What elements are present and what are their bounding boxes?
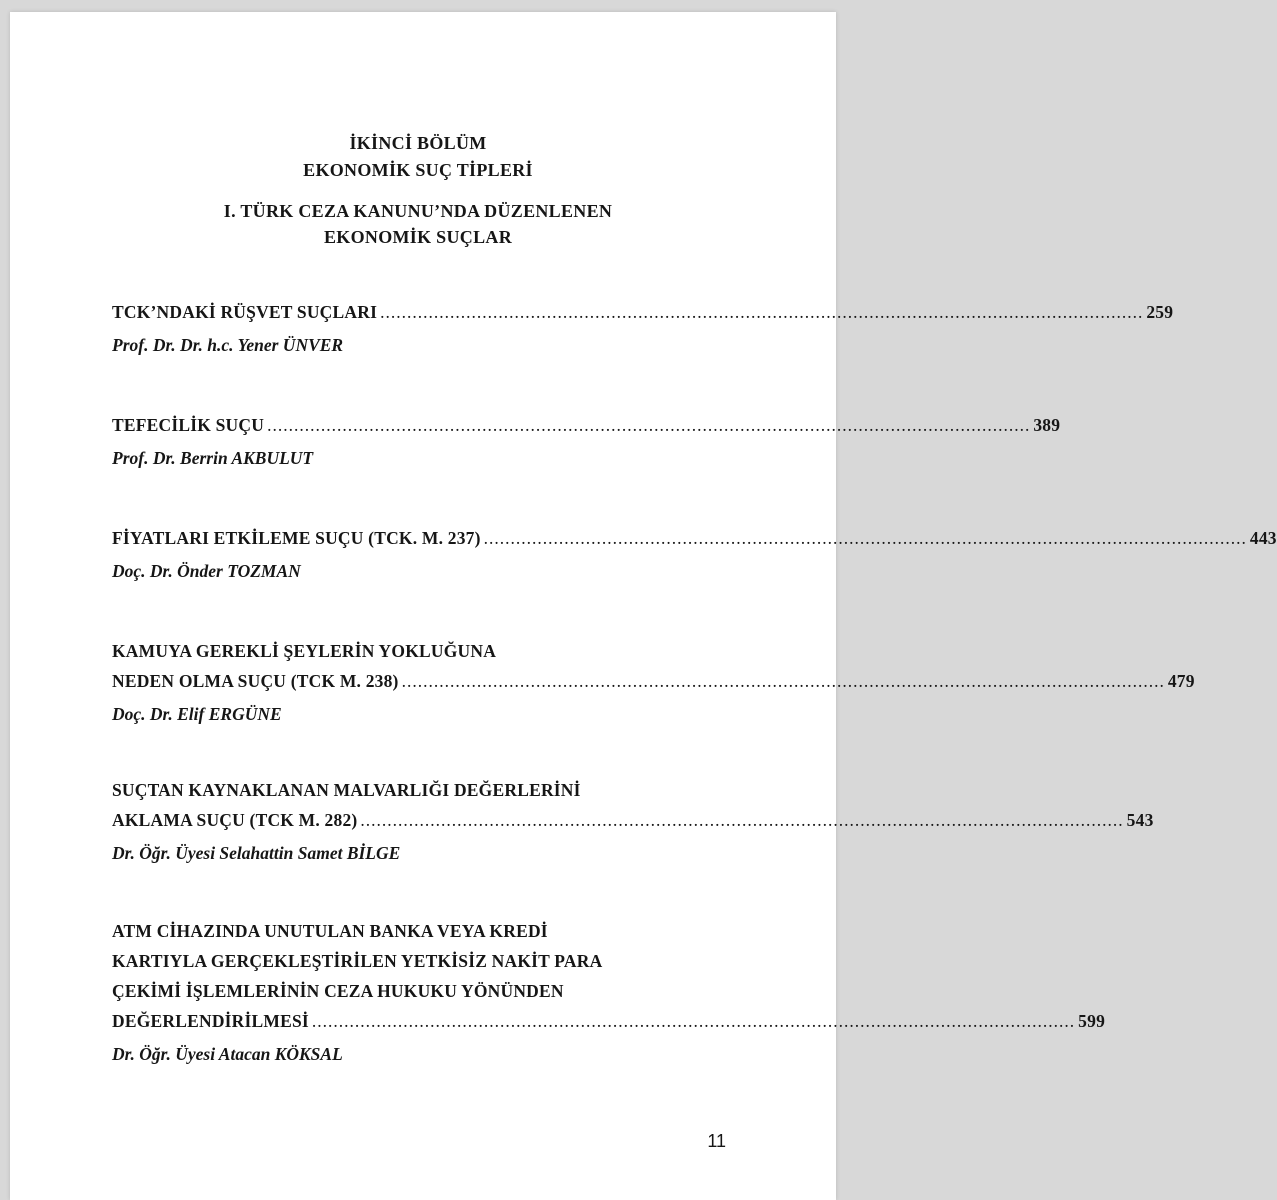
toc-entry[interactable] <box>112 636 1195 726</box>
dot-leader: .............................................................................................................................................. <box>401 671 1165 691</box>
toc-entry[interactable] <box>112 916 1106 1066</box>
part-title: EKONOMİK SUÇ TİPLERİ <box>303 160 533 180</box>
toc-entry-author: Dr. Öğr. Üyesi Selahattin Samet BİLGE <box>112 843 401 863</box>
toc-page-number: 599 <box>1078 1011 1106 1031</box>
toc-entry[interactable] <box>112 523 1277 583</box>
toc-title-line <box>112 636 726 666</box>
dot-leader: .............................................................................................................................................. <box>360 810 1124 830</box>
toc-entry-title: TEFECİLİK SUÇU <box>112 415 265 435</box>
dot-leader: .............................................................................................................................................. <box>267 415 1031 435</box>
toc-page-number: 479 <box>1167 671 1195 691</box>
toc-page-number: 443 <box>1249 528 1277 548</box>
toc-page-number: 259 <box>1146 302 1174 322</box>
toc-page-number: 543 <box>1126 810 1154 830</box>
toc-entry-title: KAMUYA GEREKLİ ŞEYLERİN YOKLUĞUNA <box>112 641 497 661</box>
toc-title-line <box>112 916 726 946</box>
toc-entry-author: Doç. Dr. Elif ERGÜNE <box>112 704 282 724</box>
toc-entry-title: DEĞERLENDİRİLMESİ <box>112 1011 309 1031</box>
toc-entry-title: KARTIYLA GERÇEKLEŞTİRİLEN YETKİSİZ NAKİT PARA <box>112 951 603 971</box>
toc-title-line <box>112 297 1174 327</box>
toc-title-line <box>112 946 726 976</box>
part-heading: İKİNCİ BÖLÜM <box>349 133 487 153</box>
toc-entry-author: Prof. Dr. Dr. h.c. Yener ÜNVER <box>112 335 344 355</box>
toc-title-line <box>112 976 726 1006</box>
toc-title-line <box>112 410 1061 440</box>
toc-entry-title: TCK’NDAKİ RÜŞVET SUÇLARI <box>112 302 378 322</box>
toc-title-line <box>112 775 726 805</box>
toc-entry-author: Doç. Dr. Önder TOZMAN <box>112 561 301 581</box>
toc-title-line <box>112 1006 1106 1036</box>
toc-entry-title: FİYATLARI ETKİLEME SUÇU (TCK. M. 237) <box>112 528 481 548</box>
toc-entry-title: ATM CİHAZINDA UNUTULAN BANKA VEYA KREDİ <box>112 921 548 941</box>
toc-entry-title: AKLAMA SUÇU (TCK M. 282) <box>112 810 358 830</box>
toc-entry[interactable] <box>112 775 1154 865</box>
toc-entry-title: ÇEKİMİ İŞLEMLERİNİN CEZA HUKUKU YÖNÜNDEN <box>112 981 564 1001</box>
toc-entry[interactable] <box>112 297 1174 357</box>
toc-title-line <box>112 666 1195 696</box>
toc-title-line <box>112 523 1277 553</box>
toc-entry[interactable] <box>112 410 1061 470</box>
toc-entry-title: NEDEN OLMA SUÇU (TCK M. 238) <box>112 671 399 691</box>
section-title-line-2: EKONOMİK SUÇLAR <box>323 227 512 247</box>
toc-entry-title: SUÇTAN KAYNAKLANAN MALVARLIĞI DEĞERLERİNİ <box>112 780 581 800</box>
toc-entry-author: Dr. Öğr. Üyesi Atacan KÖKSAL <box>112 1044 343 1064</box>
dot-leader: .............................................................................................................................................. <box>380 302 1144 322</box>
toc-page-number: 389 <box>1033 415 1061 435</box>
dot-leader: .............................................................................................................................................. <box>311 1011 1076 1031</box>
toc-title-line <box>112 805 1154 835</box>
section-title-line-1: I. TÜRK CEZA KANUNU’NDA DÜZENLENEN <box>223 201 613 221</box>
page-number: 11 <box>707 1131 726 1151</box>
dot-leader: .............................................................................................................................................. <box>483 528 1247 548</box>
toc-entry-author: Prof. Dr. Berrin AKBULUT <box>112 448 314 468</box>
